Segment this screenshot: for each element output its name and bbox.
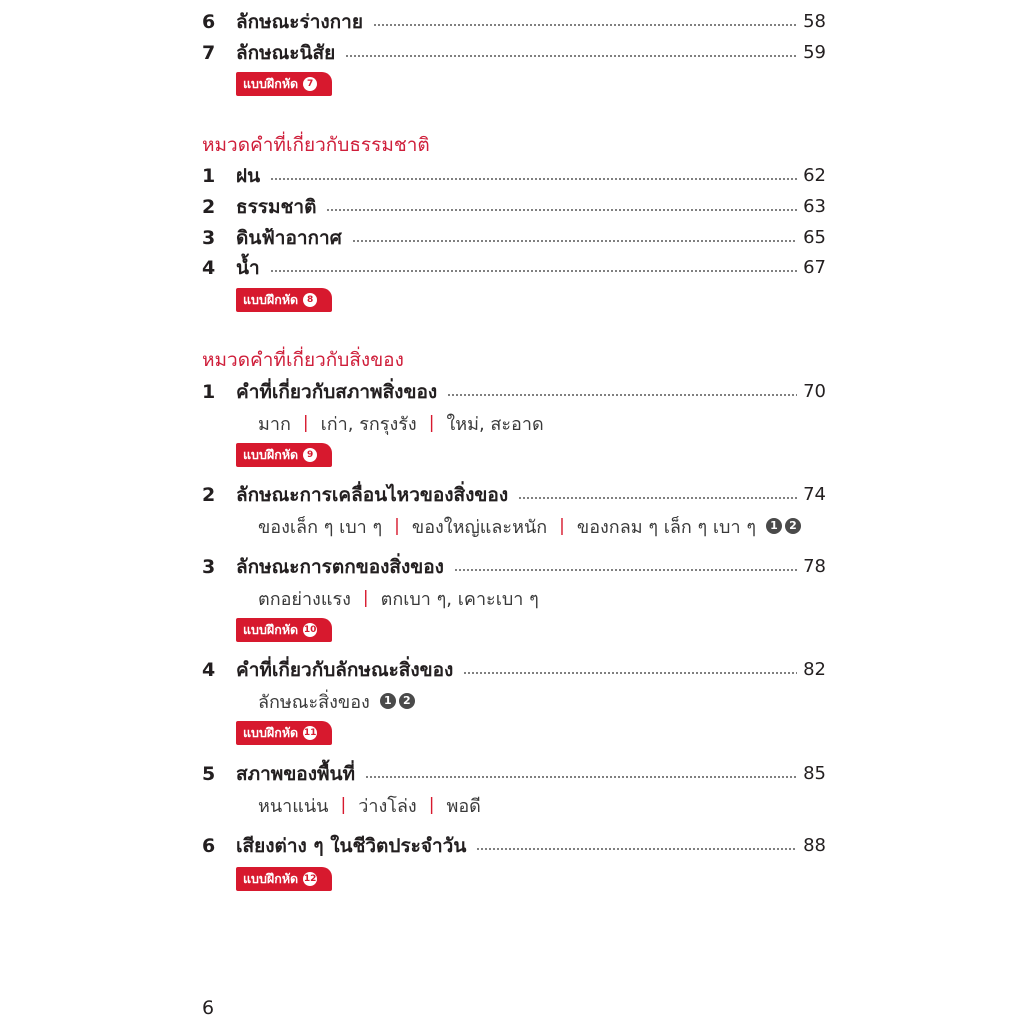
separator: |	[340, 795, 347, 815]
toc-entry[interactable]	[200, 39, 826, 67]
badge-label: แบบฝึกหัด	[243, 871, 299, 886]
subtopic: ตกอย่างแรง	[258, 588, 351, 610]
toc-entry[interactable]	[200, 224, 826, 252]
toc-entry[interactable]	[200, 8, 826, 36]
entry-title: ลักษณะการตกของสิ่งของ	[236, 556, 444, 578]
subtopic: ของใหญ่และหนัก	[411, 516, 548, 538]
entry-title: ลักษณะนิสัย	[236, 42, 336, 64]
badge-label: แบบฝึกหัด	[243, 76, 299, 91]
subtopic: ว่างโล่ง	[358, 795, 417, 817]
toc-entry[interactable]	[200, 193, 826, 221]
entry-number: 1	[202, 381, 216, 403]
entry-title: ธรรมชาติ	[236, 196, 317, 218]
badge-label: แบบฝึกหัด	[243, 292, 299, 307]
subtopic: ใหม่, สะอาด	[446, 413, 544, 435]
exercise-badge[interactable]	[236, 443, 332, 467]
entry-page-number: 85	[803, 763, 826, 784]
subtopic: หนาแน่น	[258, 795, 329, 817]
entry-number: 6	[202, 11, 216, 33]
section-heading-things: หมวดคำที่เกี่ยวกับสิ่งของ	[202, 349, 404, 371]
dot-leader	[326, 209, 797, 211]
badge-label: แบบฝึกหัด	[243, 622, 299, 637]
toc-entry[interactable]	[200, 162, 826, 190]
exercise-badge[interactable]	[236, 288, 332, 312]
entry-number: 2	[202, 484, 216, 506]
dot-leader	[518, 497, 797, 499]
entry-page-number: 70	[803, 381, 826, 402]
entry-title: เสียงต่าง ๆ ในชีวิตประจำวัน	[236, 835, 467, 857]
dot-leader	[463, 672, 797, 674]
dot-leader	[454, 569, 797, 571]
entry-number: 4	[202, 257, 216, 279]
entry-page-number: 63	[803, 196, 826, 217]
entry-number: 4	[202, 659, 216, 681]
part-marker: 1	[380, 693, 396, 709]
dot-leader	[365, 776, 797, 778]
entry-number: 2	[202, 196, 216, 218]
entry-title: ลักษณะร่างกาย	[236, 11, 363, 33]
separator: |	[428, 413, 435, 433]
badge-number-circle: 9	[303, 448, 317, 462]
dot-leader	[447, 394, 797, 396]
exercise-badge[interactable]	[236, 618, 332, 642]
entry-page-number: 65	[803, 227, 826, 248]
separator: |	[302, 413, 309, 433]
exercise-badge[interactable]	[236, 72, 332, 96]
entry-number: 7	[202, 42, 216, 64]
toc-entry[interactable]	[200, 553, 826, 581]
subtopic-line	[258, 584, 539, 612]
badge-number-circle: 11	[303, 728, 317, 738]
subtopic-line	[258, 791, 481, 819]
dot-leader	[476, 848, 797, 850]
subtopic: ของเล็ก ๆ เบา ๆ	[258, 516, 383, 538]
toc-entry[interactable]	[200, 254, 826, 282]
entry-title: คำที่เกี่ยวกับสภาพสิ่งของ	[236, 381, 438, 403]
section-heading-nature: หมวดคำที่เกี่ยวกับธรรมชาติ	[202, 134, 430, 156]
dot-leader	[352, 240, 797, 242]
toc-entry[interactable]	[200, 481, 826, 509]
entry-number: 1	[202, 165, 216, 187]
part-marker: 2	[399, 693, 415, 709]
separator: |	[428, 795, 435, 815]
subtopic: มาก	[258, 413, 291, 435]
badge-number-circle: 10	[303, 625, 317, 635]
entry-number: 3	[202, 556, 216, 578]
part-marker: 2	[785, 518, 801, 534]
exercise-badge[interactable]	[236, 721, 332, 745]
exercise-badge[interactable]	[236, 867, 332, 891]
entry-page-number: 74	[803, 484, 826, 505]
entry-title: สภาพของพื้นที่	[236, 763, 356, 785]
separator: |	[559, 516, 565, 536]
entry-page-number: 67	[803, 257, 826, 278]
entry-page-number: 62	[803, 165, 826, 186]
entry-title: ลักษณะการเคลื่อนไหวของสิ่งของ	[236, 484, 509, 506]
toc-entry[interactable]	[200, 832, 826, 860]
entry-title: ฝน	[236, 165, 261, 187]
entry-title: คำที่เกี่ยวกับลักษณะสิ่งของ	[236, 659, 454, 681]
subtopic: ของกลม ๆ เล็ก ๆ เบา ๆ	[576, 516, 756, 538]
dot-leader	[270, 270, 797, 272]
badge-label: แบบฝึกหัด	[243, 725, 299, 740]
dot-leader	[345, 55, 797, 57]
entry-title: ดินฟ้าอากาศ	[236, 227, 342, 249]
subtopic-line	[258, 409, 544, 437]
subtopic-line	[258, 687, 415, 715]
toc-entry[interactable]	[200, 760, 826, 788]
subtopic-line	[258, 512, 801, 540]
subtopic: ตกเบา ๆ, เคาะเบา ๆ	[380, 588, 539, 610]
toc-entry[interactable]	[200, 378, 826, 406]
subtopic: เก่า, รกรุงรัง	[320, 413, 417, 435]
dot-leader	[270, 178, 797, 180]
badge-label: แบบฝึกหัด	[243, 447, 299, 462]
entry-number: 6	[202, 835, 216, 857]
entry-page-number: 59	[803, 42, 826, 63]
badge-number-circle: 12	[303, 874, 317, 884]
entry-page-number: 82	[803, 659, 826, 680]
part-marker: 1	[766, 518, 782, 534]
entry-page-number: 88	[803, 835, 826, 856]
separator: |	[394, 516, 400, 536]
entry-title: น้ำ	[236, 257, 260, 279]
dot-leader	[373, 24, 797, 26]
subtopic: ลักษณะสิ่งของ	[258, 691, 370, 713]
entry-number: 3	[202, 227, 216, 249]
badge-number-circle: 8	[303, 293, 317, 307]
entry-page-number: 78	[803, 556, 826, 577]
toc-entry[interactable]	[200, 656, 826, 684]
badge-number-circle: 7	[303, 77, 317, 91]
separator: |	[362, 588, 369, 608]
subtopic: พอดี	[446, 795, 481, 817]
page-number: 6	[202, 997, 215, 1019]
entry-page-number: 58	[803, 11, 826, 32]
entry-number: 5	[202, 763, 216, 785]
